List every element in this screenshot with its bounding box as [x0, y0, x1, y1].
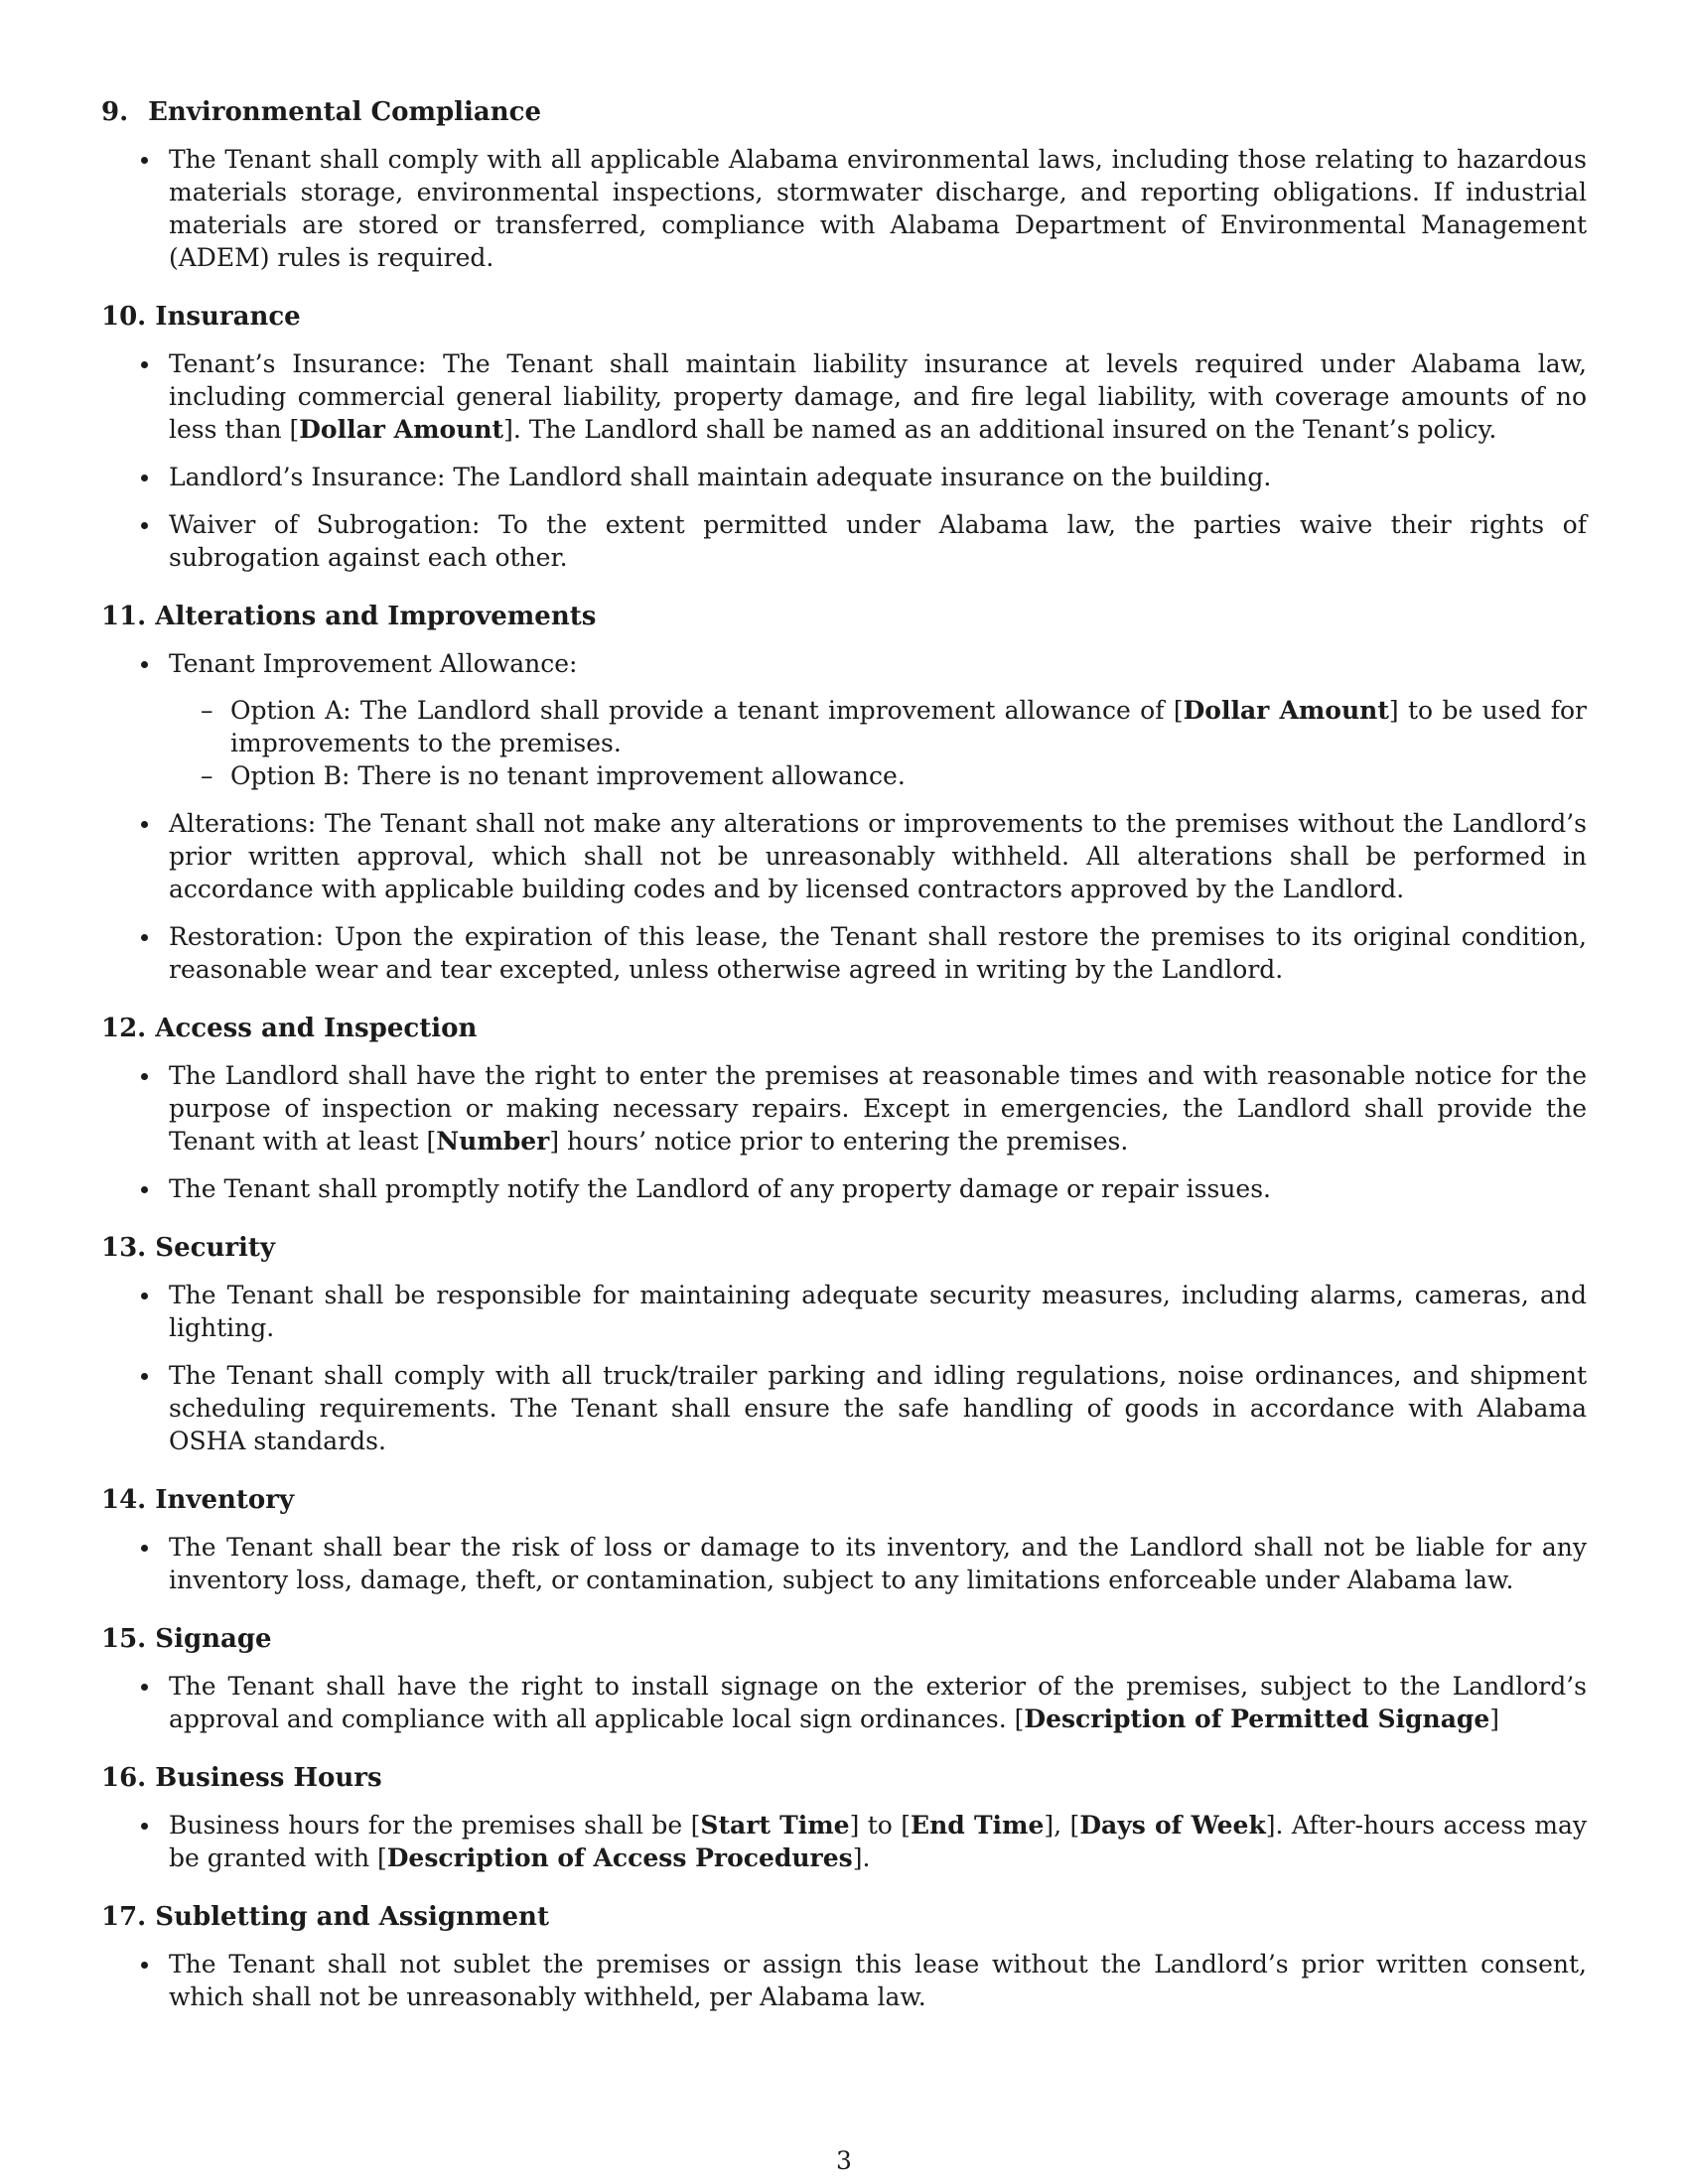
list-item: The Tenant shall have the right to install signage on the exterior of the premises, subject to the Landlord’s approval and compliance with all applicable local sign ordinances. [Description of Permitted Signage] [101, 1670, 1587, 1735]
list-item: The Tenant shall be responsible for maintaining adequate security measures, including alarms, cameras, and lighting. [101, 1279, 1587, 1344]
section-heading [101, 1761, 1587, 1795]
section-heading [101, 1900, 1587, 1934]
section-title: Environmental Compliance [148, 97, 542, 127]
section-heading [101, 300, 1587, 334]
section-number: 14. [101, 1485, 147, 1515]
section-title: Signage [155, 1624, 272, 1654]
list-item: Business hours for the premises shall be [Start Time] to [End Time], [Days of Week]. After-hours access may be granted with [Description of Access Procedures]. [101, 1809, 1587, 1874]
list-item: Tenant Improvement Allowance: – Option A: The Landlord shall provide a tenant improvement allowance of [Dollar Amount] to be used for improvements to the premises. – Option B: There is no tenant improvement allowance. [101, 647, 1587, 792]
list-item: Alterations: The Tenant shall not make any alterations or improvements to the premises without the Landlord’s prior written approval, which shall not be unreasonably withheld. All alterations shall be performed in accordance with applicable building codes and by licensed contractors approved by the Landlord. [101, 807, 1587, 905]
section-number: 13. [101, 1233, 147, 1263]
sub-list [169, 694, 1587, 792]
list-item: Restoration: Upon the expiration of this lease, the Tenant shall restore the premises to its original condition, reasonable wear and tear excepted, unless otherwise agreed in writing by the Landlord. [101, 920, 1587, 986]
section-number: 12. [101, 1014, 147, 1043]
section-number: 9. [101, 97, 129, 127]
placeholder-field: Description of Permitted Signage [1024, 1705, 1490, 1733]
section-heading [101, 1622, 1587, 1656]
section-title: Subletting and Assignment [155, 1902, 549, 1932]
section-number: 15. [101, 1624, 147, 1654]
section-heading [101, 600, 1587, 633]
section-access-inspection [101, 1012, 1587, 1205]
section-business-hours [101, 1761, 1587, 1874]
placeholder-field: Dollar Amount [299, 415, 504, 444]
section-title: Alterations and Improvements [155, 602, 597, 631]
list-item: The Tenant shall comply with all applicable Alabama environmental laws, including those relating to hazardous materials storage, environmental inspections, stormwater discharge, and reporting obligations. If industrial materials are stored or transferred, compliance with Alabama Department of Environmental Management (ADEM) rules is required. [101, 143, 1587, 274]
section-title: Insurance [155, 302, 301, 332]
section-signage [101, 1622, 1587, 1735]
section-title: Inventory [155, 1485, 295, 1515]
section-number: 11. [101, 602, 147, 631]
list-item: The Landlord shall have the right to enter the premises at reasonable times and with reasonable notice for the purpose of inspection or making necessary repairs. Except in emergencies, the Landlord shall provide the Tenant with at least [Number] hours’ notice prior to entering the premises. [101, 1059, 1587, 1158]
sub-list-item: – Option A: The Landlord shall provide a tenant improvement allowance of [Dollar Amount] to be used for improvements to the premises. [169, 694, 1587, 759]
list-item: The Tenant shall not sublet the premises or assign this lease without the Landlord’s prior written consent, which shall not be unreasonably withheld, per Alabama law. [101, 1948, 1587, 2013]
placeholder-field: End Time [911, 1811, 1045, 1840]
section-heading [101, 1231, 1587, 1265]
page-number: 3 [836, 2146, 852, 2175]
section-heading [101, 1012, 1587, 1045]
section-number: 17. [101, 1902, 147, 1932]
section-security [101, 1231, 1587, 1457]
placeholder-field: Dollar Amount [1183, 696, 1389, 725]
section-alterations-improvements [101, 600, 1587, 986]
placeholder-field: Start Time [700, 1811, 850, 1840]
list-item: Tenant’s Insurance: The Tenant shall maintain liability insurance at levels required under Alabama law, including commercial general liability, property damage, and fire legal liability, with coverage amounts of no less than [Dollar Amount]. The Landlord shall be named as an additional insured on the Tenant’s policy. [101, 347, 1587, 446]
list-item: Landlord’s Insurance: The Landlord shall maintain adequate insurance on the building. [101, 461, 1587, 493]
section-title: Business Hours [155, 1763, 382, 1793]
list-item: The Tenant shall comply with all truck/trailer parking and idling regulations, noise ordinances, and shipment scheduling requirements. The Tenant shall ensure the safe handling of goods in accordance with Alabama OSHA standards. [101, 1359, 1587, 1457]
placeholder-field: Description of Access Procedures [386, 1843, 853, 1872]
section-title: Access and Inspection [155, 1014, 478, 1043]
list-item: The Tenant shall promptly notify the Landlord of any property damage or repair issues. [101, 1172, 1587, 1205]
list-item: Waiver of Subrogation: To the extent permitted under Alabama law, the parties waive their rights of subrogation against each other. [101, 508, 1587, 574]
placeholder-field: Days of Week [1079, 1811, 1266, 1840]
placeholder-field: Number [436, 1127, 550, 1156]
list-item: The Tenant shall bear the risk of loss or damage to its inventory, and the Landlord shall not be liable for any inventory loss, damage, theft, or contamination, subject to any limitations enforceable under Alabama law. [101, 1531, 1587, 1596]
section-heading [101, 1483, 1587, 1517]
section-title: Security [155, 1233, 276, 1263]
section-heading [101, 95, 1587, 129]
section-number: 16. [101, 1763, 147, 1793]
section-number: 10. [101, 302, 147, 332]
section-environmental-compliance [101, 95, 1587, 274]
section-insurance [101, 300, 1587, 574]
section-subletting-assignment [101, 1900, 1587, 2013]
sub-list-item: – Option B: There is no tenant improvement allowance. [169, 759, 1587, 792]
section-inventory [101, 1483, 1587, 1596]
